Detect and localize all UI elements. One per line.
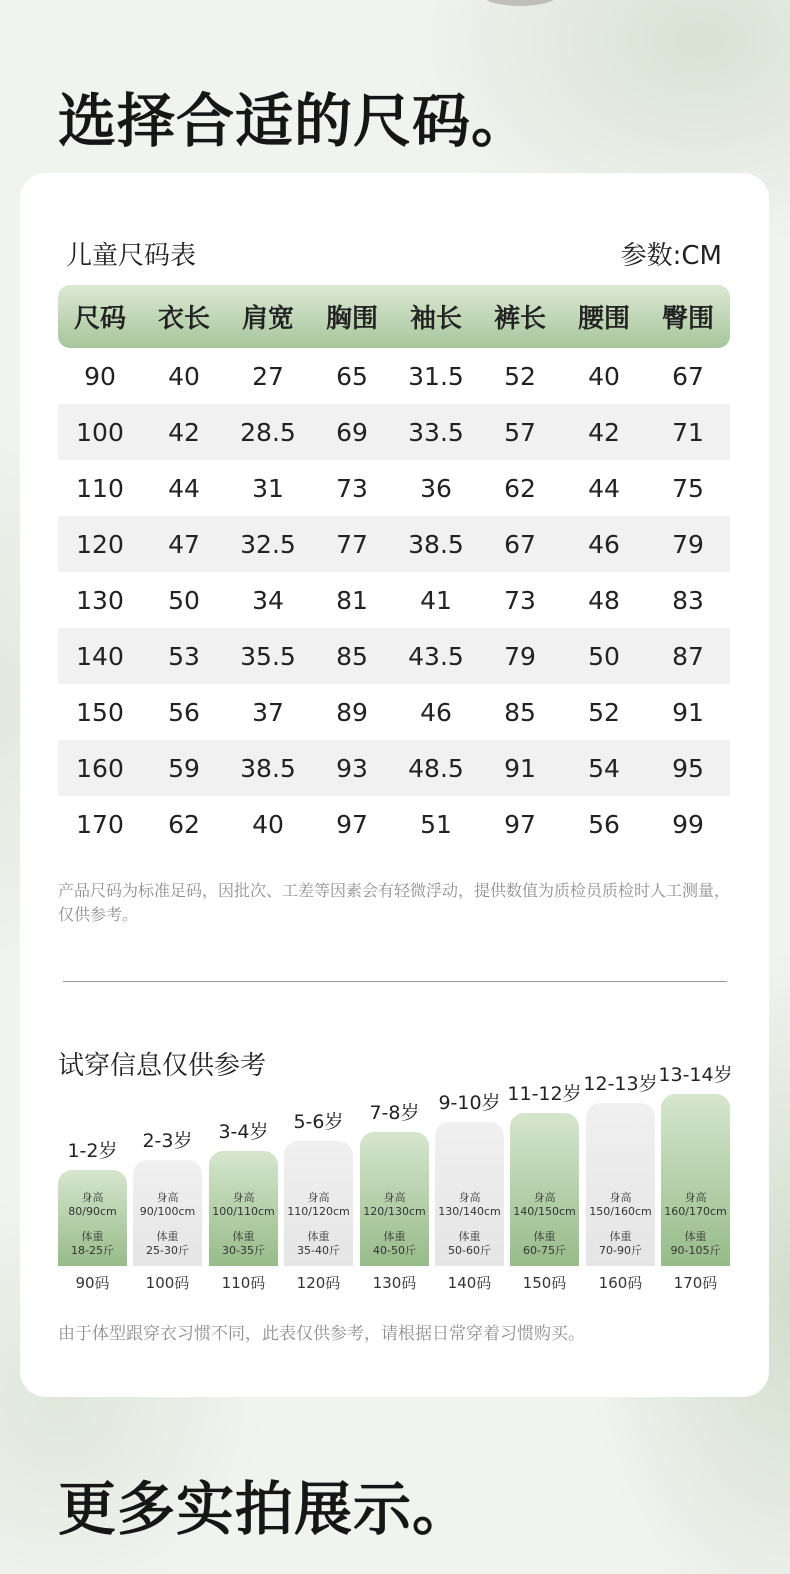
table-cell: 53 (168, 641, 200, 671)
size-label: 110码 (221, 1274, 266, 1292)
table-cell: 48.5 (408, 753, 464, 783)
weight-value: 30-35斤 (222, 1244, 265, 1257)
size-bar (435, 1122, 504, 1266)
table-row (58, 404, 730, 460)
size-bar (58, 1170, 127, 1266)
table-cell: 31 (252, 473, 284, 503)
table-cell: 33.5 (408, 417, 464, 447)
size-label: 120码 (296, 1274, 341, 1292)
weight-label: 体重 (684, 1230, 707, 1243)
bar-info (209, 1191, 278, 1258)
table-cell: 40 (588, 361, 620, 391)
page-title-photos: 更多实拍展示。 (58, 1475, 472, 1543)
size-bar (510, 1113, 579, 1266)
table-cell: 90 (84, 361, 116, 391)
table-cell: 38.5 (240, 753, 296, 783)
height-label: 身高 (81, 1191, 104, 1204)
table-cell: 170 (76, 809, 124, 839)
size-bar (586, 1103, 655, 1266)
weight-label: 体重 (533, 1230, 556, 1243)
size-bar (661, 1094, 730, 1266)
fit-guide-column (284, 1107, 353, 1293)
table-cell: 56 (588, 809, 620, 839)
height-label: 身高 (383, 1191, 406, 1204)
weight-label: 体重 (307, 1230, 330, 1243)
table-cell: 48 (588, 585, 620, 615)
age-label: 11-12岁 (507, 1083, 582, 1105)
size-label: 100码 (145, 1274, 190, 1292)
table-cell: 97 (336, 809, 368, 839)
size-label: 140码 (447, 1274, 492, 1292)
table-cell: 32.5 (240, 529, 296, 559)
table-cell: 40 (168, 361, 200, 391)
table-cell: 110 (76, 473, 124, 503)
table-header-cell: 袖长 (409, 304, 462, 334)
fit-guide-column (658, 1060, 733, 1293)
height-label: 身高 (684, 1191, 707, 1204)
age-label: 7-8岁 (369, 1102, 420, 1124)
size-label: 130码 (372, 1274, 417, 1292)
size-chart-title: 儿童尺码表 (66, 241, 197, 271)
table-cell: 99 (672, 809, 704, 839)
age-label: 3-4岁 (218, 1121, 269, 1143)
table-cell: 43.5 (408, 641, 464, 671)
bar-info (360, 1191, 429, 1258)
size-chart-note: 产品尺码为标准足码，因批次、工差等因素会有轻微浮动，提供数值为质检员质检时人工测量，仅供参考。 (58, 881, 731, 924)
table-row (58, 348, 730, 404)
table-cell: 62 (504, 473, 536, 503)
weight-label: 体重 (232, 1230, 255, 1243)
size-bar (133, 1160, 202, 1266)
table-cell: 42 (588, 417, 620, 447)
table-cell: 27 (252, 361, 284, 391)
height-value: 150/160cm (589, 1205, 652, 1218)
table-row (58, 516, 730, 572)
table-cell: 150 (76, 697, 124, 727)
fit-guide-note: 由于体型跟穿衣习惯不同，此表仅供参考，请根据日常穿着习惯购买。 (58, 1324, 585, 1344)
height-value: 160/170cm (664, 1205, 727, 1218)
table-cell: 40 (252, 809, 284, 839)
table-cell: 100 (76, 417, 124, 447)
table-cell: 34 (252, 585, 284, 615)
table-cell: 97 (504, 809, 536, 839)
divider (63, 981, 727, 982)
height-value: 130/140cm (438, 1205, 501, 1218)
table-header (58, 285, 730, 348)
size-bar (209, 1151, 278, 1266)
size-chart-unit: 参数:CM (620, 241, 722, 271)
bar-info (133, 1191, 202, 1258)
table-cell: 36 (420, 473, 452, 503)
size-label: 170码 (673, 1274, 718, 1292)
size-table (58, 285, 730, 852)
fit-guide-column (133, 1126, 202, 1293)
weight-value: 18-25斤 (71, 1244, 114, 1257)
weight-label: 体重 (81, 1230, 104, 1243)
table-cell: 41 (420, 585, 452, 615)
table-header-cell: 臀围 (661, 304, 714, 334)
table-cell: 120 (76, 529, 124, 559)
table-cell: 47 (168, 529, 200, 559)
height-label: 身高 (307, 1191, 330, 1204)
table-header-cell: 胸围 (325, 304, 378, 334)
table-cell: 35.5 (240, 641, 296, 671)
table-cell: 54 (588, 753, 620, 783)
table-row (58, 796, 730, 852)
table-cell: 37 (252, 697, 284, 727)
size-label: 90码 (75, 1274, 110, 1292)
page-title-size: 选择合适的尺码。 (58, 87, 531, 155)
height-value: 90/100cm (139, 1205, 196, 1218)
bar-info (58, 1191, 127, 1258)
size-bar (360, 1132, 429, 1266)
table-cell: 65 (336, 361, 368, 391)
table-cell: 67 (504, 529, 536, 559)
table-cell: 67 (672, 361, 704, 391)
table-row (58, 684, 730, 740)
height-value: 110/120cm (287, 1205, 350, 1218)
table-cell: 38.5 (408, 529, 464, 559)
height-label: 身高 (533, 1191, 556, 1204)
table-cell: 91 (672, 697, 704, 727)
bar-info (586, 1191, 655, 1258)
table-cell: 73 (336, 473, 368, 503)
table-cell: 46 (420, 697, 452, 727)
table-row (58, 460, 730, 516)
table-cell: 130 (76, 585, 124, 615)
table-cell: 73 (504, 585, 536, 615)
fit-guide-column (360, 1098, 429, 1293)
table-cell: 50 (168, 585, 200, 615)
table-cell: 31.5 (408, 361, 464, 391)
table-header-cell: 裤长 (493, 304, 546, 334)
table-cell: 89 (336, 697, 368, 727)
weight-value: 50-60斤 (448, 1244, 491, 1257)
bar-info (435, 1191, 504, 1258)
bar-info (510, 1191, 579, 1258)
table-cell: 93 (336, 753, 368, 783)
fit-guide-column (583, 1069, 658, 1293)
table-cell: 52 (504, 361, 536, 391)
height-value: 140/150cm (513, 1205, 576, 1218)
height-value: 120/130cm (363, 1205, 426, 1218)
fit-guide-title: 试穿信息仅供参考 (58, 1051, 267, 1081)
age-label: 5-6岁 (293, 1111, 344, 1133)
table-row (58, 572, 730, 628)
table-cell: 44 (588, 473, 620, 503)
decorative-photo-fragment (480, 0, 560, 6)
age-label: 9-10岁 (438, 1092, 501, 1114)
weight-value: 40-50斤 (373, 1244, 416, 1257)
table-cell: 57 (504, 417, 536, 447)
table-header-cell: 肩宽 (241, 304, 294, 334)
table-cell: 71 (672, 417, 704, 447)
weight-label: 体重 (609, 1230, 632, 1243)
size-bar (284, 1141, 353, 1266)
height-value: 100/110cm (212, 1205, 275, 1218)
weight-label: 体重 (383, 1230, 406, 1243)
height-label: 身高 (609, 1191, 632, 1204)
height-value: 80/90cm (68, 1205, 117, 1218)
age-label: 13-14岁 (658, 1064, 733, 1086)
table-cell: 51 (420, 809, 452, 839)
table-cell: 50 (588, 641, 620, 671)
table-cell: 62 (168, 809, 200, 839)
table-cell: 77 (336, 529, 368, 559)
table-cell: 44 (168, 473, 200, 503)
table-cell: 160 (76, 753, 124, 783)
fit-guide-column (435, 1088, 504, 1293)
table-cell: 79 (504, 641, 536, 671)
table-row (58, 740, 730, 796)
table-cell: 85 (504, 697, 536, 727)
table-cell: 52 (588, 697, 620, 727)
table-cell: 79 (672, 529, 704, 559)
table-header-cell: 尺码 (73, 304, 126, 334)
fit-guide-bars (58, 1053, 733, 1293)
bar-info (284, 1191, 353, 1258)
size-label: 150码 (522, 1274, 567, 1292)
table-cell: 91 (504, 753, 536, 783)
table-cell: 83 (672, 585, 704, 615)
weight-value: 60-75斤 (523, 1244, 566, 1257)
table-cell: 81 (336, 585, 368, 615)
weight-value: 25-30斤 (146, 1244, 189, 1257)
size-card (20, 173, 769, 1397)
table-cell: 59 (168, 753, 200, 783)
table-cell: 95 (672, 753, 704, 783)
size-label: 160码 (598, 1274, 643, 1292)
table-body (58, 348, 730, 852)
table-cell: 75 (672, 473, 704, 503)
age-label: 2-3岁 (142, 1130, 193, 1152)
table-cell: 28.5 (240, 417, 296, 447)
age-label: 1-2岁 (67, 1140, 118, 1162)
fit-guide-column (507, 1079, 582, 1293)
table-cell: 46 (588, 529, 620, 559)
age-label: 12-13岁 (583, 1073, 658, 1095)
table-header-cell: 衣长 (157, 304, 210, 334)
weight-label: 体重 (156, 1230, 179, 1243)
height-label: 身高 (156, 1191, 179, 1204)
table-cell: 42 (168, 417, 200, 447)
weight-label: 体重 (458, 1230, 481, 1243)
weight-value: 70-90斤 (599, 1244, 642, 1257)
fit-guide-column (209, 1117, 278, 1293)
fit-guide-column (58, 1136, 127, 1293)
table-cell: 140 (76, 641, 124, 671)
table-cell: 56 (168, 697, 200, 727)
weight-value: 35-40斤 (297, 1244, 340, 1257)
table-row (58, 628, 730, 684)
height-label: 身高 (458, 1191, 481, 1204)
table-cell: 87 (672, 641, 704, 671)
height-label: 身高 (232, 1191, 255, 1204)
table-cell: 69 (336, 417, 368, 447)
bar-info (661, 1191, 730, 1258)
table-cell: 85 (336, 641, 368, 671)
weight-value: 90-105斤 (670, 1244, 721, 1257)
table-header-cell: 腰围 (577, 304, 630, 334)
